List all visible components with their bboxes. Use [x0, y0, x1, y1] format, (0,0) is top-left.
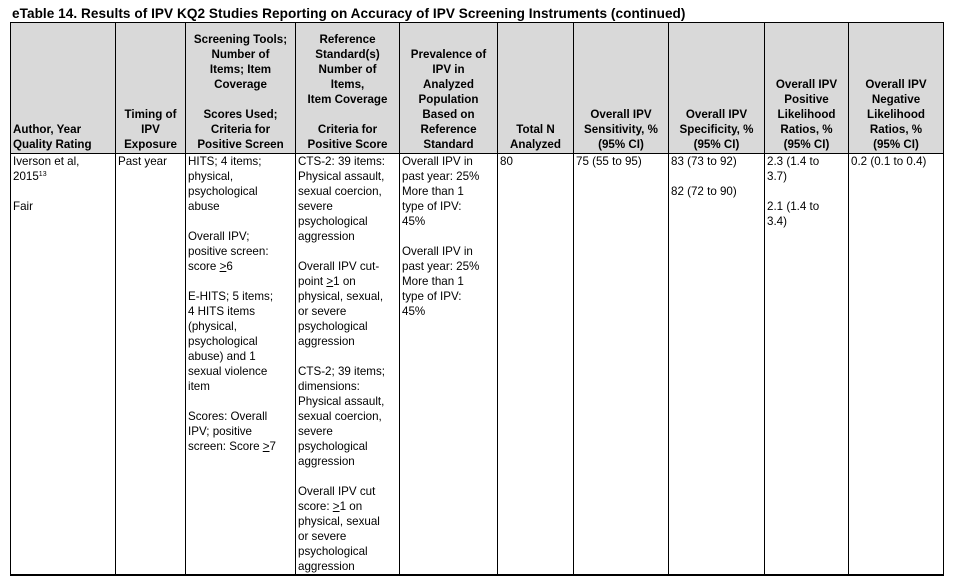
results-table — [10, 22, 944, 576]
cell-timing: Past year — [116, 154, 186, 576]
cell-specificity: 83 (73 to 92) 82 (72 to 90) — [669, 154, 765, 576]
cell-author: Iverson et al, 2015$^{13}$ Fair — [11, 154, 116, 576]
header-specificity: Overall IPV Specificity, % (95% CI) — [669, 23, 765, 154]
header-positive-lr: Overall IPV Positive Likelihood Ratios, % (95% CI) — [765, 23, 849, 154]
header-row — [11, 23, 944, 154]
table-right-border — [943, 22, 944, 570]
header-author: Author, Year Quality Rating — [11, 23, 116, 154]
cell-negative-lr: 0.2 (0.1 to 0.4) — [849, 154, 944, 576]
header-total-n: Total N Analyzed — [498, 23, 574, 154]
header-reference-standard: Reference Standard(s) Number of Items, Item Coverage Criteria for Positive Score — [296, 23, 400, 154]
table-row — [11, 154, 944, 576]
cell-prevalence: Overall IPV in past year: 25% More than 1 type of IPV: 45% Overall IPV in past year: 25% More than 1 type of IPV: 45% — [400, 154, 498, 576]
header-screening-tools: Screening Tools; Number of Items; Item Coverage Scores Used; Criteria for Positive Screen — [186, 23, 296, 154]
cell-sensitivity: 75 (55 to 95) — [574, 154, 669, 576]
page-title: eTable 14. Results of IPV KQ2 Studies Reporting on Accuracy of IPV Screening Instruments (continued) — [12, 6, 686, 21]
header-sensitivity: Overall IPV Sensitivity, % (95% CI) — [574, 23, 669, 154]
cell-screening-tools: HITS; 4 items; physical, psychological abuse Overall IPV; positive screen: score >6 E-HITS; 5 items; 4 HITS items (physical, psychological abuse) and 1 sexual violence item Scores: Overall IPV; positive screen: Score >7 — [186, 154, 296, 576]
cell-positive-lr: 2.3 (1.4 to 3.7) 2.1 (1.4 to 3.4) — [765, 154, 849, 576]
header-negative-lr: Overall IPV Negative Likelihood Ratios, % (95% CI) — [849, 23, 944, 154]
cell-reference-standard: CTS-2: 39 items: Physical assault, sexual coercion, severe psychological aggression Overall IPV cut- point >1 on physical, sexual, or severe psychological aggression CTS-2; 39 items; dimensions: Physical assault, sexual coercion, severe psychological aggression Overall IPV cut score: >1 on physical, sexual or severe psychological aggression — [296, 154, 400, 576]
cell-total-n: 80 — [498, 154, 574, 576]
header-timing: Timing of IPV Exposure — [116, 23, 186, 154]
header-prevalence: Prevalence of IPV in Analyzed Population Based on Reference Standard — [400, 23, 498, 154]
reference-superscript: 13 — [38, 171, 47, 178]
quality-rating: Fair — [13, 200, 33, 213]
